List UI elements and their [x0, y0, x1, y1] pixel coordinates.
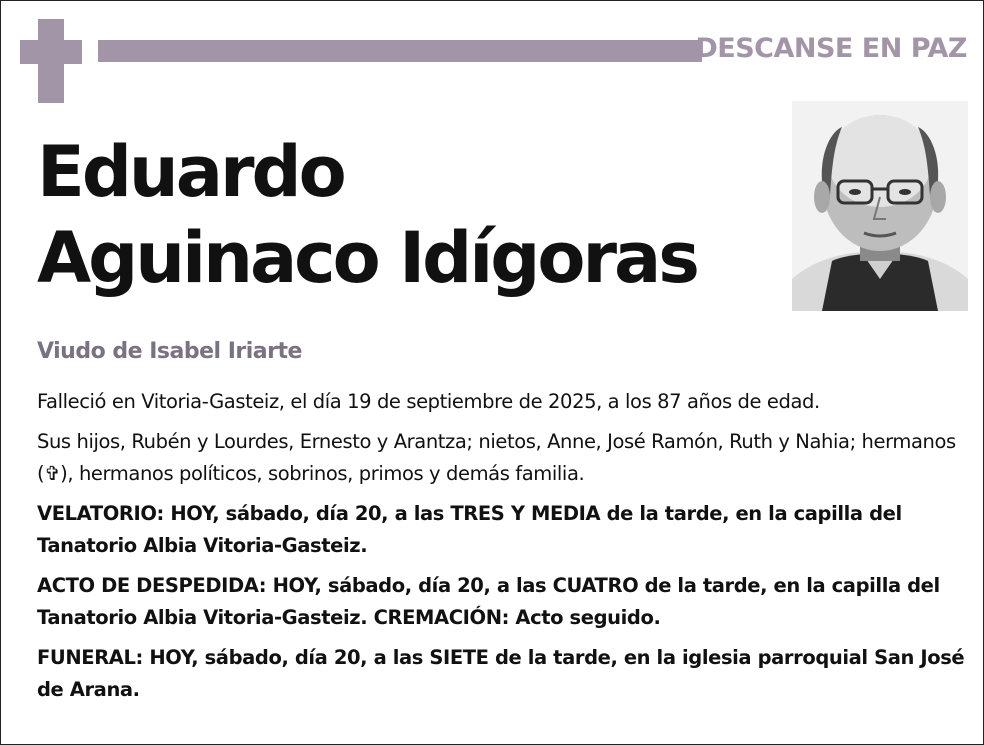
first-name: Eduardo	[37, 131, 344, 213]
velatorio-notice: VELATORIO: HOY, sábado, día 20, a las TRES Y MEDIA de la tarde, en la capilla del Tanatorio Albia Vitoria-Gasteiz.	[37, 502, 902, 557]
family-text-end: ), hermanos políticos, sobrinos, primos y demás familia.	[60, 462, 585, 485]
obituary-body	[37, 386, 967, 714]
portrait-photo	[792, 101, 968, 311]
death-notice: Falleció en Vitoria-Gasteiz, el día 19 de septiembre de 2025, a los 87 años de edad.	[37, 390, 820, 413]
subtitle-widower: Viudo de Isabel Iriarte	[37, 339, 302, 364]
cross-icon-bar	[20, 40, 82, 64]
family-notice	[37, 426, 967, 490]
header-rule	[98, 40, 702, 62]
despedida-notice: ACTO DE DESPEDIDA: HOY, sábado, día 20, a las CUATRO de la tarde, en la capilla del Tanatorio Albia Vitoria-Gasteiz. CREMACIÓN: Acto seguido.	[37, 574, 940, 629]
family-text-start: Sus hijos, Rubén y Lourdes, Ernesto y Arantza; nietos, Anne, José Ramón, Ruth y Nahia; hermanos (	[37, 430, 956, 485]
cross-icon: ✞	[44, 462, 61, 485]
header-tag: DESCANSE EN PAZ	[695, 33, 967, 64]
deceased-name	[37, 129, 697, 301]
last-names: Aguinaco Idígoras	[37, 217, 697, 299]
funeral-notice: FUNERAL: HOY, sábado, día 20, a las SIETE de la tarde, en la iglesia parroquial San José de Arana.	[37, 646, 965, 701]
portrait-illustration	[792, 101, 968, 311]
